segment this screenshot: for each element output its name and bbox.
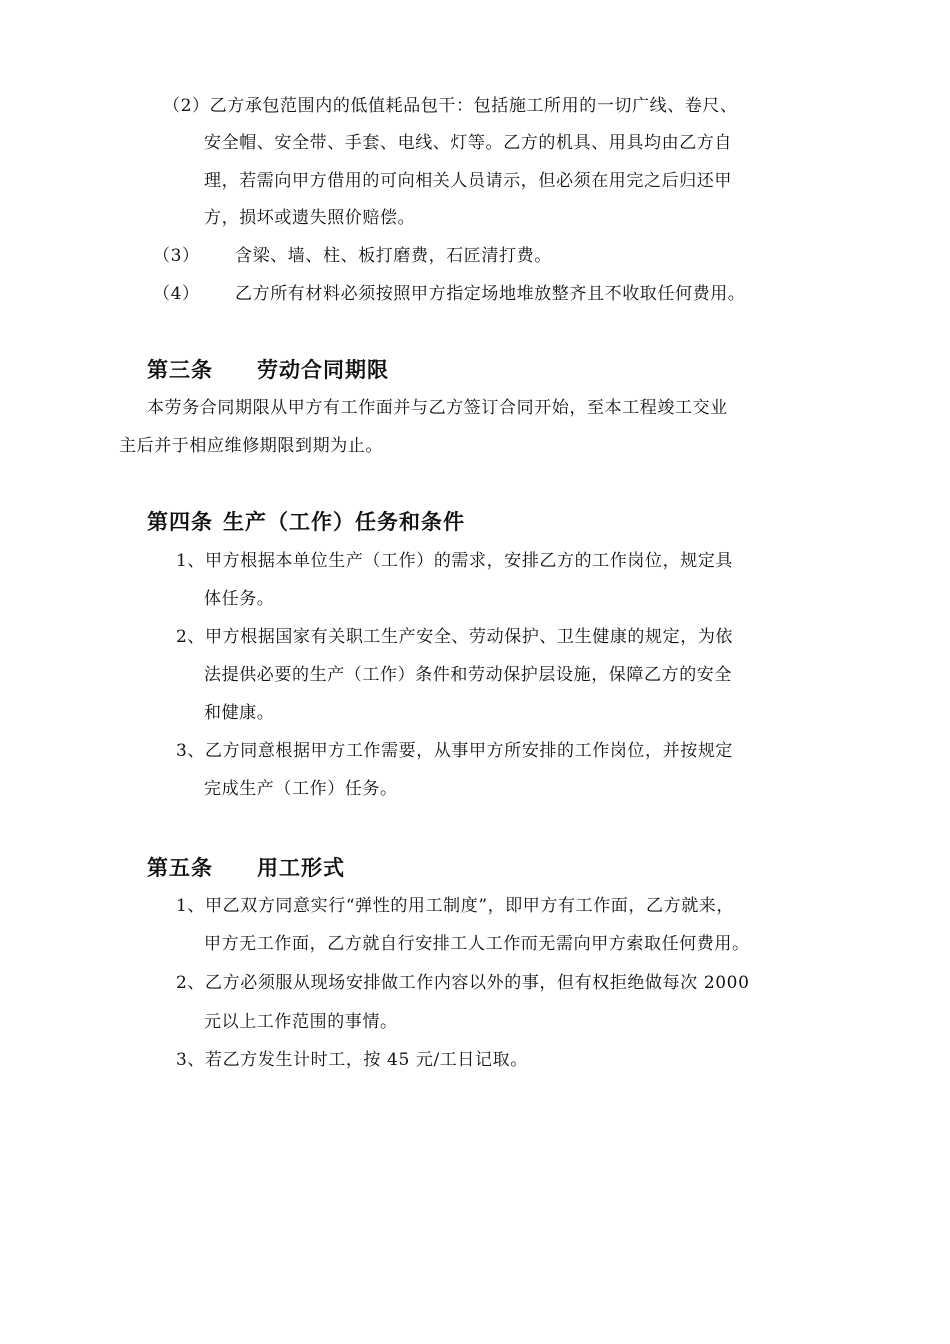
item-2-line-1 (163, 96, 738, 116)
article-4-title: 生产（工作）任务和条件 (223, 510, 465, 534)
article-4-item-1-line-2: 体任务。 (204, 589, 275, 609)
article-5-item-3-number: 3、 (176, 1050, 206, 1070)
article-5-heading (147, 856, 345, 880)
article-5-item-1-text-1: 甲乙双方同意实行“弹性的用工制度”，即甲方有工作面，乙方就来， (205, 896, 735, 916)
item-2-line-4: 方，损坏或遗失照价赔偿。 (204, 208, 416, 228)
article-5-item-1-line-1 (176, 896, 734, 916)
item-3-text: 含梁、墙、柱、板打磨费，石匠清打费。 (235, 246, 552, 266)
article-4-item-3-text-1: 乙方同意根据甲方工作需要，从事甲方所安排的工作岗位，并按规定 (205, 741, 734, 761)
article-3-text-1: 本劳务合同期限从甲方有工作面并与乙方签订合同开始，至本工程竣工交业 (147, 398, 728, 418)
article-5-item-2-line-1 (176, 973, 750, 993)
article-4-item-3-line-1 (176, 741, 733, 761)
article-5-item-3-line-1 (176, 1050, 528, 1070)
article-3-heading (147, 358, 389, 382)
article-4-item-1-number: 1、 (176, 551, 206, 571)
article-3-label: 第三条 (147, 358, 213, 382)
article-5-label: 第五条 (147, 856, 213, 880)
article-4-item-2-number: 2、 (176, 627, 206, 647)
article-5-item-2-line-2: 元以上工作范围的事情。 (204, 1012, 398, 1032)
article-4-item-2-line-3: 和健康。 (204, 703, 275, 723)
article-4-item-2-text-1: 甲方根据国家有关职工生产安全、劳动保护、卫生健康的规定，为依 (205, 627, 734, 647)
article-4-item-2-line-2: 法提供必要的生产（工作）条件和劳动保护层设施，保障乙方的安全 (204, 665, 732, 685)
article-4-label: 第四条 (147, 510, 213, 534)
article-4-item-3-line-2: 完成生产（工作）任务。 (204, 779, 398, 799)
article-4-heading (147, 510, 465, 534)
item-2-number: （2） (163, 96, 210, 116)
article-5-item-1-line-2: 甲方无工作面，乙方就自行安排工人工作而无需向甲方索取任何费用。 (204, 934, 750, 954)
article-5-item-2-text-1: 乙方必须服从现场安排做工作内容以外的事，但有权拒绝做每次 2000 (205, 973, 750, 993)
article-4-item-1-line-1 (176, 551, 733, 571)
item-4-text: 乙方所有材料必须按照甲方指定场地堆放整齐且不收取任何费用。 (235, 284, 746, 304)
item-2-text-1: 乙方承包范围内的低值耗品包干：包括施工所用的一切广线、卷尺、 (209, 96, 738, 116)
item-3-number: （3） (153, 246, 200, 266)
article-3-title: 劳动合同期限 (257, 358, 389, 382)
item-3 (153, 246, 552, 266)
item-4-number: （4） (153, 284, 200, 304)
article-3-text-2: 主后并于相应维修期限到期为止。 (119, 436, 383, 456)
article-4-item-3-number: 3、 (176, 741, 206, 761)
article-5-item-2-number: 2、 (176, 973, 206, 993)
article-4-item-2-line-1 (176, 627, 733, 647)
item-2-line-2: 安全帽、安全带、手套、电线、灯等。乙方的机具、用具均由乙方自 (204, 133, 732, 153)
item-2-line-3: 理，若需向甲方借用的可向相关人员请示，但必须在用完之后归还甲 (204, 171, 732, 191)
article-4-item-1-text-1: 甲方根据本单位生产（工作）的需求，安排乙方的工作岗位，规定具 (205, 551, 734, 571)
article-5-title: 用工形式 (257, 856, 345, 880)
article-5-item-3-text-1: 若乙方发生计时工，按 45 元/工日记取。 (205, 1050, 528, 1070)
article-5-item-1-number: 1、 (176, 896, 206, 916)
item-4 (153, 284, 745, 304)
